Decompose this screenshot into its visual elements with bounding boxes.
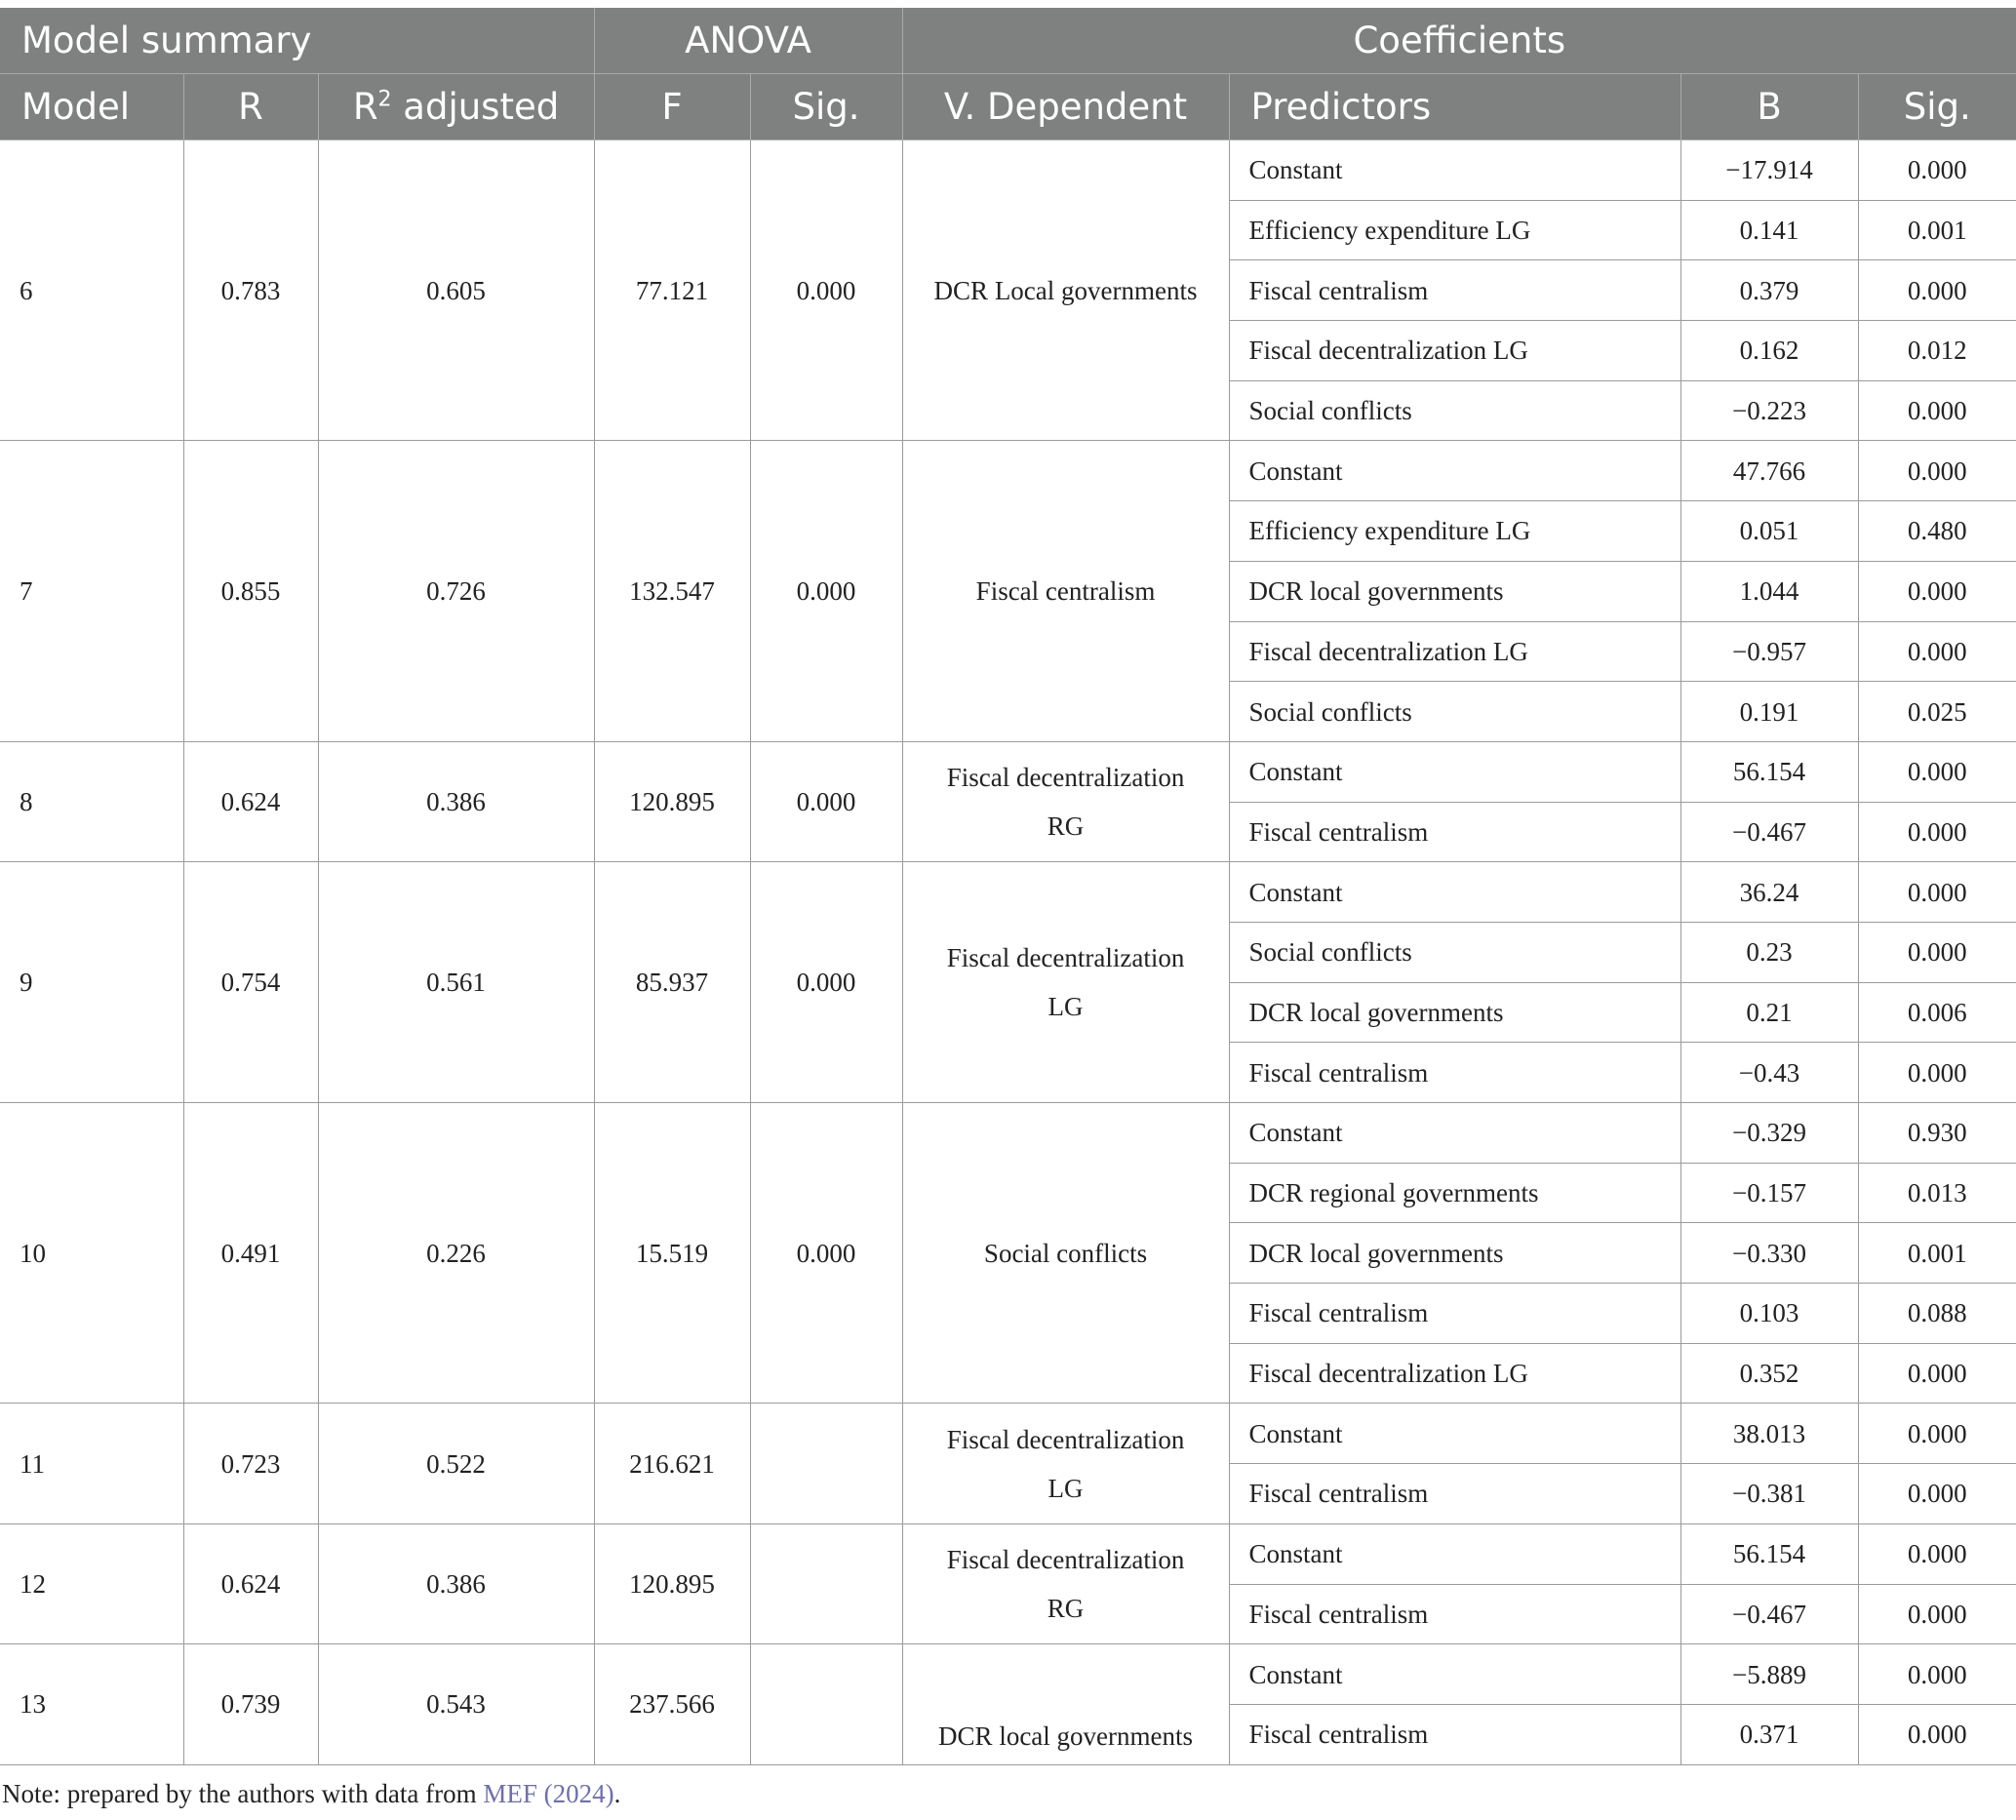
dependent-variable-cell bbox=[902, 1644, 1229, 1764]
dependent-variable-line: Social conflicts bbox=[983, 1238, 1148, 1268]
dependent-variable-line: RG bbox=[1047, 811, 1085, 842]
predictor-name-cell: Constant bbox=[1229, 1404, 1680, 1464]
predictor-name-cell: Social conflicts bbox=[1229, 682, 1680, 742]
regression-results-table bbox=[0, 8, 2016, 1765]
r2-adjusted-cell: 0.386 bbox=[318, 1523, 594, 1643]
r-cell: 0.624 bbox=[183, 1523, 318, 1643]
table-row bbox=[0, 1404, 2016, 1464]
anova-sig-cell bbox=[750, 1523, 902, 1643]
predictor-name-cell: Constant bbox=[1229, 1644, 1680, 1705]
anova-sig-cell: 0.000 bbox=[750, 140, 902, 441]
col-b: B bbox=[1680, 74, 1858, 140]
dependent-variable-line: DCR local governments bbox=[938, 1721, 1194, 1751]
predictor-name-cell: Constant bbox=[1229, 1523, 1680, 1584]
coefficient-sig-cell: 0.000 bbox=[1858, 621, 2016, 682]
predictor-name-cell: DCR local governments bbox=[1229, 1223, 1680, 1284]
predictor-name-cell: Fiscal centralism bbox=[1229, 1584, 1680, 1644]
coefficient-b-cell: −0.330 bbox=[1680, 1223, 1858, 1284]
group-anova: ANOVA bbox=[594, 8, 902, 74]
r2-adjusted-cell: 0.226 bbox=[318, 1103, 594, 1404]
coefficient-b-cell: −0.157 bbox=[1680, 1163, 1858, 1223]
coefficient-sig-cell: 0.000 bbox=[1858, 1584, 2016, 1644]
predictor-name-cell: Fiscal centralism bbox=[1229, 1704, 1680, 1764]
coefficient-sig-cell: 0.001 bbox=[1858, 1223, 2016, 1284]
model-number-cell: 11 bbox=[0, 1404, 183, 1523]
coefficient-b-cell: 47.766 bbox=[1680, 441, 1858, 501]
dependent-variable-line: Fiscal decentralization bbox=[946, 1424, 1185, 1454]
coefficient-b-cell: 1.044 bbox=[1680, 561, 1858, 621]
coefficient-sig-cell: 0.000 bbox=[1858, 1523, 2016, 1584]
dependent-variable-line: LG bbox=[1048, 992, 1084, 1022]
predictor-name-cell: Fiscal centralism bbox=[1229, 1464, 1680, 1524]
col-sig-anova: Sig. bbox=[750, 74, 902, 140]
f-cell: 132.547 bbox=[594, 441, 750, 741]
note-prefix: Note: prepared by the authors with data from bbox=[2, 1779, 484, 1808]
note-suffix: . bbox=[613, 1779, 621, 1808]
coefficient-b-cell: 0.191 bbox=[1680, 682, 1858, 742]
col-r2-rest: adjusted bbox=[391, 86, 560, 128]
predictor-name-cell: Efficiency expenditure LG bbox=[1229, 200, 1680, 260]
f-cell: 120.895 bbox=[594, 1523, 750, 1643]
coefficient-sig-cell: 0.000 bbox=[1858, 922, 2016, 982]
predictor-name-cell: Efficiency expenditure LG bbox=[1229, 501, 1680, 562]
coefficient-sig-cell: 0.000 bbox=[1858, 741, 2016, 802]
r2-adjusted-cell: 0.386 bbox=[318, 741, 594, 861]
coefficient-sig-cell: 0.000 bbox=[1858, 802, 2016, 862]
anova-sig-cell bbox=[750, 1644, 902, 1764]
coefficient-sig-cell: 0.000 bbox=[1858, 1644, 2016, 1705]
coefficient-sig-cell: 0.480 bbox=[1858, 501, 2016, 562]
anova-sig-cell: 0.000 bbox=[750, 741, 902, 861]
predictor-name-cell: Fiscal centralism bbox=[1229, 1043, 1680, 1103]
f-cell: 216.621 bbox=[594, 1404, 750, 1523]
coefficient-sig-cell: 0.000 bbox=[1858, 260, 2016, 321]
coefficient-b-cell: −0.467 bbox=[1680, 1584, 1858, 1644]
coefficient-sig-cell: 0.000 bbox=[1858, 441, 2016, 501]
col-r2-adjusted bbox=[318, 74, 594, 140]
table-body bbox=[0, 140, 2016, 1765]
anova-sig-cell: 0.000 bbox=[750, 1103, 902, 1404]
predictor-name-cell: Fiscal centralism bbox=[1229, 1284, 1680, 1344]
coefficient-sig-cell: 0.012 bbox=[1858, 321, 2016, 381]
table-header bbox=[0, 8, 2016, 140]
dependent-variable-cell bbox=[902, 1404, 1229, 1523]
coefficient-b-cell: −5.889 bbox=[1680, 1644, 1858, 1705]
predictor-name-cell: Fiscal centralism bbox=[1229, 802, 1680, 862]
col-r2-base: R bbox=[352, 86, 378, 128]
note-reference-link[interactable]: MEF (2024) bbox=[483, 1779, 614, 1808]
predictor-name-cell: DCR local governments bbox=[1229, 561, 1680, 621]
coefficient-b-cell: 56.154 bbox=[1680, 741, 1858, 802]
coefficient-b-cell: 0.23 bbox=[1680, 922, 1858, 982]
r2-adjusted-cell: 0.726 bbox=[318, 441, 594, 741]
coefficient-sig-cell: 0.000 bbox=[1858, 380, 2016, 441]
coefficient-b-cell: 0.379 bbox=[1680, 260, 1858, 321]
r-cell: 0.783 bbox=[183, 140, 318, 441]
model-number-cell: 8 bbox=[0, 741, 183, 861]
coefficient-sig-cell: 0.013 bbox=[1858, 1163, 2016, 1223]
predictor-name-cell: Social conflicts bbox=[1229, 380, 1680, 441]
coefficient-sig-cell: 0.000 bbox=[1858, 561, 2016, 621]
dependent-variable-cell bbox=[902, 1103, 1229, 1404]
predictor-name-cell: Fiscal decentralization LG bbox=[1229, 621, 1680, 682]
coefficient-b-cell: −17.914 bbox=[1680, 140, 1858, 201]
dependent-variable-line: LG bbox=[1048, 1473, 1084, 1503]
r2-adjusted-cell: 0.561 bbox=[318, 862, 594, 1103]
dependent-variable-line: Fiscal decentralization bbox=[946, 943, 1185, 973]
table-note bbox=[2, 1779, 620, 1809]
table-row bbox=[0, 741, 2016, 802]
r2-adjusted-cell: 0.605 bbox=[318, 140, 594, 441]
coefficient-sig-cell: 0.000 bbox=[1858, 862, 2016, 923]
predictor-name-cell: DCR local governments bbox=[1229, 982, 1680, 1043]
coefficient-b-cell: −0.957 bbox=[1680, 621, 1858, 682]
table-row bbox=[0, 862, 2016, 923]
coefficient-b-cell: 0.162 bbox=[1680, 321, 1858, 381]
coefficient-b-cell: −0.223 bbox=[1680, 380, 1858, 441]
model-number-cell: 12 bbox=[0, 1523, 183, 1643]
coefficient-sig-cell: 0.000 bbox=[1858, 140, 2016, 201]
coefficient-b-cell: 0.21 bbox=[1680, 982, 1858, 1043]
coefficient-b-cell: 56.154 bbox=[1680, 1523, 1858, 1584]
predictor-name-cell: Constant bbox=[1229, 140, 1680, 201]
model-number-cell: 9 bbox=[0, 862, 183, 1103]
predictor-name-cell: Constant bbox=[1229, 862, 1680, 923]
model-number-cell: 6 bbox=[0, 140, 183, 441]
dependent-variable-cell bbox=[902, 862, 1229, 1103]
r-cell: 0.855 bbox=[183, 441, 318, 741]
coefficient-b-cell: 0.141 bbox=[1680, 200, 1858, 260]
anova-sig-cell: 0.000 bbox=[750, 441, 902, 741]
col-model: Model bbox=[0, 74, 183, 140]
f-cell: 85.937 bbox=[594, 862, 750, 1103]
dependent-variable-line: Fiscal decentralization bbox=[946, 763, 1185, 793]
r-cell: 0.754 bbox=[183, 862, 318, 1103]
f-cell: 77.121 bbox=[594, 140, 750, 441]
dependent-variable-line: RG bbox=[1047, 1594, 1085, 1623]
dependent-variable-line: Fiscal decentralization bbox=[946, 1545, 1185, 1574]
dependent-variable-cell bbox=[902, 140, 1229, 441]
dependent-variable-cell bbox=[902, 441, 1229, 741]
predictor-name-cell: Constant bbox=[1229, 1103, 1680, 1164]
table-row bbox=[0, 1523, 2016, 1584]
predictor-name-cell: DCR regional governments bbox=[1229, 1163, 1680, 1223]
r-cell: 0.491 bbox=[183, 1103, 318, 1404]
coefficient-b-cell: −0.43 bbox=[1680, 1043, 1858, 1103]
dependent-variable-cell bbox=[902, 741, 1229, 861]
model-number-cell: 10 bbox=[0, 1103, 183, 1404]
coefficient-b-cell: 0.352 bbox=[1680, 1343, 1858, 1404]
predictor-name-cell: Social conflicts bbox=[1229, 922, 1680, 982]
dependent-variable-cell bbox=[902, 1523, 1229, 1643]
coefficient-b-cell: 36.24 bbox=[1680, 862, 1858, 923]
predictor-name-cell: Fiscal decentralization LG bbox=[1229, 321, 1680, 381]
coefficient-sig-cell: 0.000 bbox=[1858, 1464, 2016, 1524]
f-cell: 15.519 bbox=[594, 1103, 750, 1404]
table-row bbox=[0, 1103, 2016, 1164]
f-cell: 237.566 bbox=[594, 1644, 750, 1764]
regression-table-container bbox=[0, 8, 2016, 1765]
anova-sig-cell: 0.000 bbox=[750, 862, 902, 1103]
f-cell: 120.895 bbox=[594, 741, 750, 861]
group-model-summary: Model summary bbox=[0, 8, 594, 74]
dependent-variable-line: DCR Local governments bbox=[933, 275, 1198, 305]
coefficient-sig-cell: 0.000 bbox=[1858, 1043, 2016, 1103]
predictor-name-cell: Fiscal centralism bbox=[1229, 260, 1680, 321]
col-dependent: V. Dependent bbox=[902, 74, 1229, 140]
coefficient-b-cell: 0.371 bbox=[1680, 1704, 1858, 1764]
group-coefficients: Coefficients bbox=[902, 8, 2016, 74]
coefficient-sig-cell: 0.006 bbox=[1858, 982, 2016, 1043]
header-column-row bbox=[0, 74, 2016, 140]
coefficient-b-cell: −0.467 bbox=[1680, 802, 1858, 862]
col-f: F bbox=[594, 74, 750, 140]
r-cell: 0.739 bbox=[183, 1644, 318, 1764]
r-cell: 0.624 bbox=[183, 741, 318, 861]
coefficient-b-cell: −0.329 bbox=[1680, 1103, 1858, 1164]
predictor-name-cell: Constant bbox=[1229, 441, 1680, 501]
model-number-cell: 13 bbox=[0, 1644, 183, 1764]
table-row bbox=[0, 441, 2016, 501]
coefficient-sig-cell: 0.088 bbox=[1858, 1284, 2016, 1344]
col-sig-coef: Sig. bbox=[1858, 74, 2016, 140]
header-group-row bbox=[0, 8, 2016, 74]
col-r: R bbox=[183, 74, 318, 140]
coefficient-sig-cell: 0.025 bbox=[1858, 682, 2016, 742]
r-cell: 0.723 bbox=[183, 1404, 318, 1523]
r2-adjusted-cell: 0.522 bbox=[318, 1404, 594, 1523]
coefficient-b-cell: 0.051 bbox=[1680, 501, 1858, 562]
table-row bbox=[0, 140, 2016, 201]
col-predictors: Predictors bbox=[1229, 74, 1680, 140]
coefficient-b-cell: −0.381 bbox=[1680, 1464, 1858, 1524]
r2-adjusted-cell: 0.543 bbox=[318, 1644, 594, 1764]
dependent-variable-line: Fiscal centralism bbox=[975, 576, 1156, 607]
coefficient-b-cell: 38.013 bbox=[1680, 1404, 1858, 1464]
coefficient-sig-cell: 0.000 bbox=[1858, 1343, 2016, 1404]
model-number-cell: 7 bbox=[0, 441, 183, 741]
predictor-name-cell: Fiscal decentralization LG bbox=[1229, 1343, 1680, 1404]
coefficient-sig-cell: 0.930 bbox=[1858, 1103, 2016, 1164]
anova-sig-cell bbox=[750, 1404, 902, 1523]
coefficient-sig-cell: 0.000 bbox=[1858, 1704, 2016, 1764]
predictor-name-cell: Constant bbox=[1229, 741, 1680, 802]
col-r2-superscript: 2 bbox=[377, 87, 392, 112]
coefficient-b-cell: 0.103 bbox=[1680, 1284, 1858, 1344]
coefficient-sig-cell: 0.001 bbox=[1858, 200, 2016, 260]
table-row bbox=[0, 1644, 2016, 1705]
coefficient-sig-cell: 0.000 bbox=[1858, 1404, 2016, 1464]
